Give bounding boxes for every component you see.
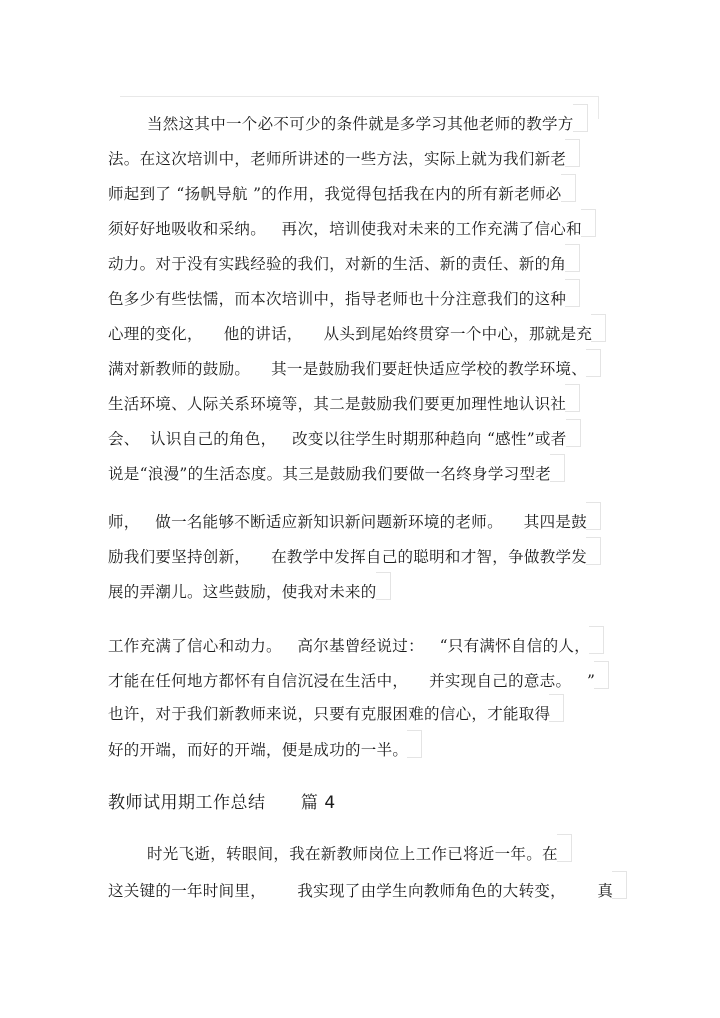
paragraph-line: 展的弄潮儿。这些鼓励，使我对未来的 [108,578,377,606]
paragraph-line: 当然这其中一个必不可少的条件就是多学习其他老师的教学方 [147,110,574,138]
paragraph-line: 工作充满了信心和动力。 高尔基曾经说过： “只有满怀自信的人， [108,632,590,660]
paragraph-line: 心理的变化， 他的讲话， 从头到尾始终贯穿一个中心，那就是充 [108,320,592,348]
paragraph-line: 也许，对于我们新教师来说，只要有克服困难的信心，才能取得 [108,700,550,728]
paragraph-line: 色多少有些怯懦，而本次培训中，指导老师也十分注意我们的这种 [108,285,566,313]
paragraph-line: 须好好地吸收和采纳。 再次，培训使我对未来的工作充满了信心和 [108,215,582,243]
paragraph-line: 励我们要坚持创新， 在教学中发挥自己的聪明和才智，争做教学发 [108,543,587,571]
paragraph-line: 才能在任何地方都怀有自信沉浸在生活中， 并实现自己的意志。 ” [108,667,595,695]
paragraph-line: 满对新教师的鼓励。 其一是鼓励我们要赶快适应学校的教学环境、 [108,355,587,383]
paragraph-line: 时光飞逝，转眼间，我在新教师岗位上工作已将近一年。在 [147,840,558,868]
paragraph-line: 师起到了 “扬帆导航 ”的作用，我觉得包括我在内的所有新老师必 [108,180,562,208]
paragraph-line: 师， 做一名能够不断适应新知识新问题新环境的老师。 其四是鼓 [108,508,587,536]
section-heading [108,788,336,818]
paragraph-line: 好的开端，而好的开端，便是成功的一半。 [108,736,408,764]
paragraph-line: 法。在这次培训中，老师所讲述的一些方法，实际上就为我们新老 [108,145,566,173]
paragraph-line: 这关键的一年时间里， 我实现了由学生向教师角色的大转变， 真 [108,877,613,905]
section-heading-text: 教师试用期工作总结 篇 [108,793,325,813]
paragraph-line: 生活环境、人际关系环境等，其二是鼓励我们要更加理性地认识社 [108,390,566,418]
section-number: 4 [324,793,336,813]
paragraph-line: 动力。对于没有实践经验的我们，对新的生活、新的责任、新的角 [108,250,566,278]
paragraph-line: 说是“浪漫”的生活态度。其三是鼓励我们要做一名终身学习型老 [108,460,551,488]
paragraph-line: 会、 认识自己的角色， 改变以往学生时期那种趋向 “感性”或者 [108,425,567,453]
